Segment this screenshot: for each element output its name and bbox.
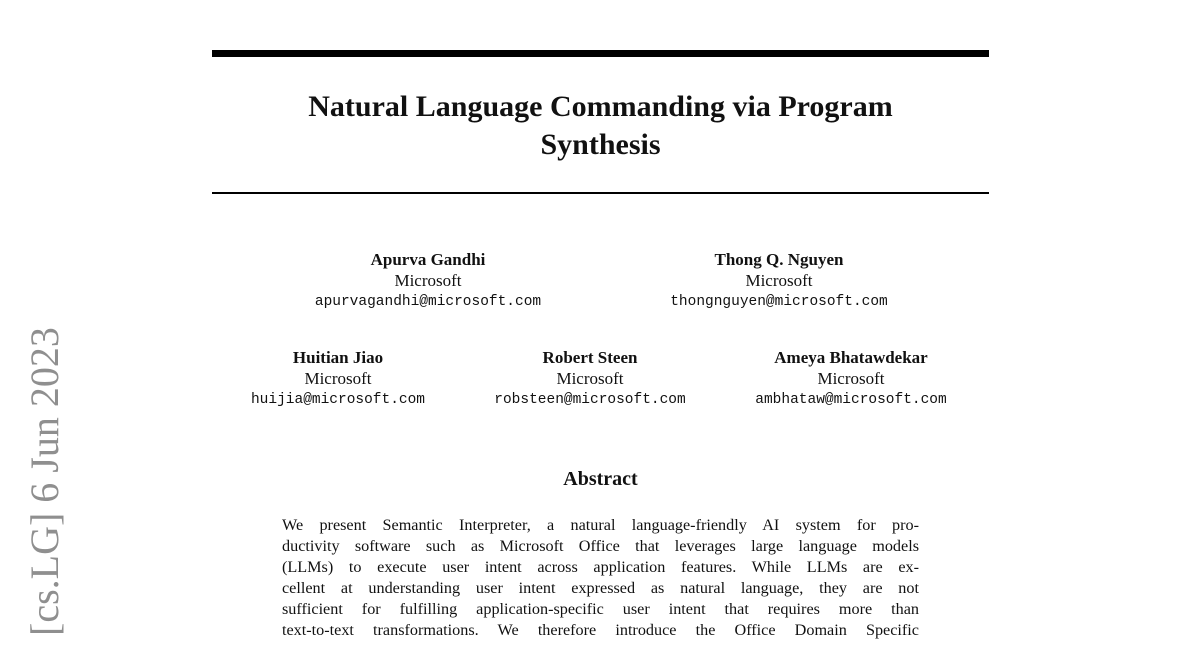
author-name: Apurva Gandhi <box>370 250 486 269</box>
author-email: ambhataw@microsoft.com <box>755 392 947 408</box>
arxiv-side-stamp: [cs.LG] 6 Jun 2023 <box>22 327 67 636</box>
author-affiliation: Microsoft <box>556 369 624 388</box>
paper-title-line-2: Synthesis <box>540 128 661 161</box>
author-name: Robert Steen <box>542 348 638 367</box>
author-email: thongnguyen@microsoft.com <box>670 294 888 310</box>
abstract-line: We present Semantic Interpreter, a natural language-friendly AI system for pro- <box>282 516 919 534</box>
abstract-line: (LLMs) to execute user intent across application features. While LLMs are ex- <box>282 558 919 576</box>
abstract-line: cellent at understanding user intent expressed as natural language, they are not <box>282 579 919 597</box>
author-name: Thong Q. Nguyen <box>714 250 844 269</box>
author-robert-steen <box>470 347 710 411</box>
author-huitian-jiao <box>218 347 458 411</box>
title-bottom-rule <box>212 192 989 194</box>
author-affiliation: Microsoft <box>745 271 813 290</box>
abstract-line: ductivity software such as Microsoft Office that leverages large language models <box>282 537 919 555</box>
abstract-line: sufficient for fulfilling application-specific user intent that requires more than <box>282 600 919 618</box>
author-email: robsteen@microsoft.com <box>494 392 686 408</box>
title-top-rule <box>212 50 989 57</box>
author-email: huijia@microsoft.com <box>250 392 426 408</box>
abstract-heading: Abstract <box>563 468 638 490</box>
author-email: apurvagandhi@microsoft.com <box>314 294 542 310</box>
author-name: Huitian Jiao <box>292 348 384 367</box>
author-name: Ameya Bhatawdekar <box>774 348 928 367</box>
abstract-line: text-to-text transformations. We therefore introduce the Office Domain Specific <box>282 621 919 639</box>
paper-title-line-1: Natural Language Commanding via Program <box>308 90 893 123</box>
author-affiliation: Microsoft <box>817 369 885 388</box>
author-apurva-gandhi <box>278 249 578 313</box>
abstract-body <box>282 515 919 641</box>
author-affiliation: Microsoft <box>394 271 462 290</box>
author-thong-nguyen <box>629 249 929 313</box>
paper-title <box>212 88 989 164</box>
author-ameya-bhatawdekar <box>726 347 976 411</box>
author-affiliation: Microsoft <box>304 369 372 388</box>
